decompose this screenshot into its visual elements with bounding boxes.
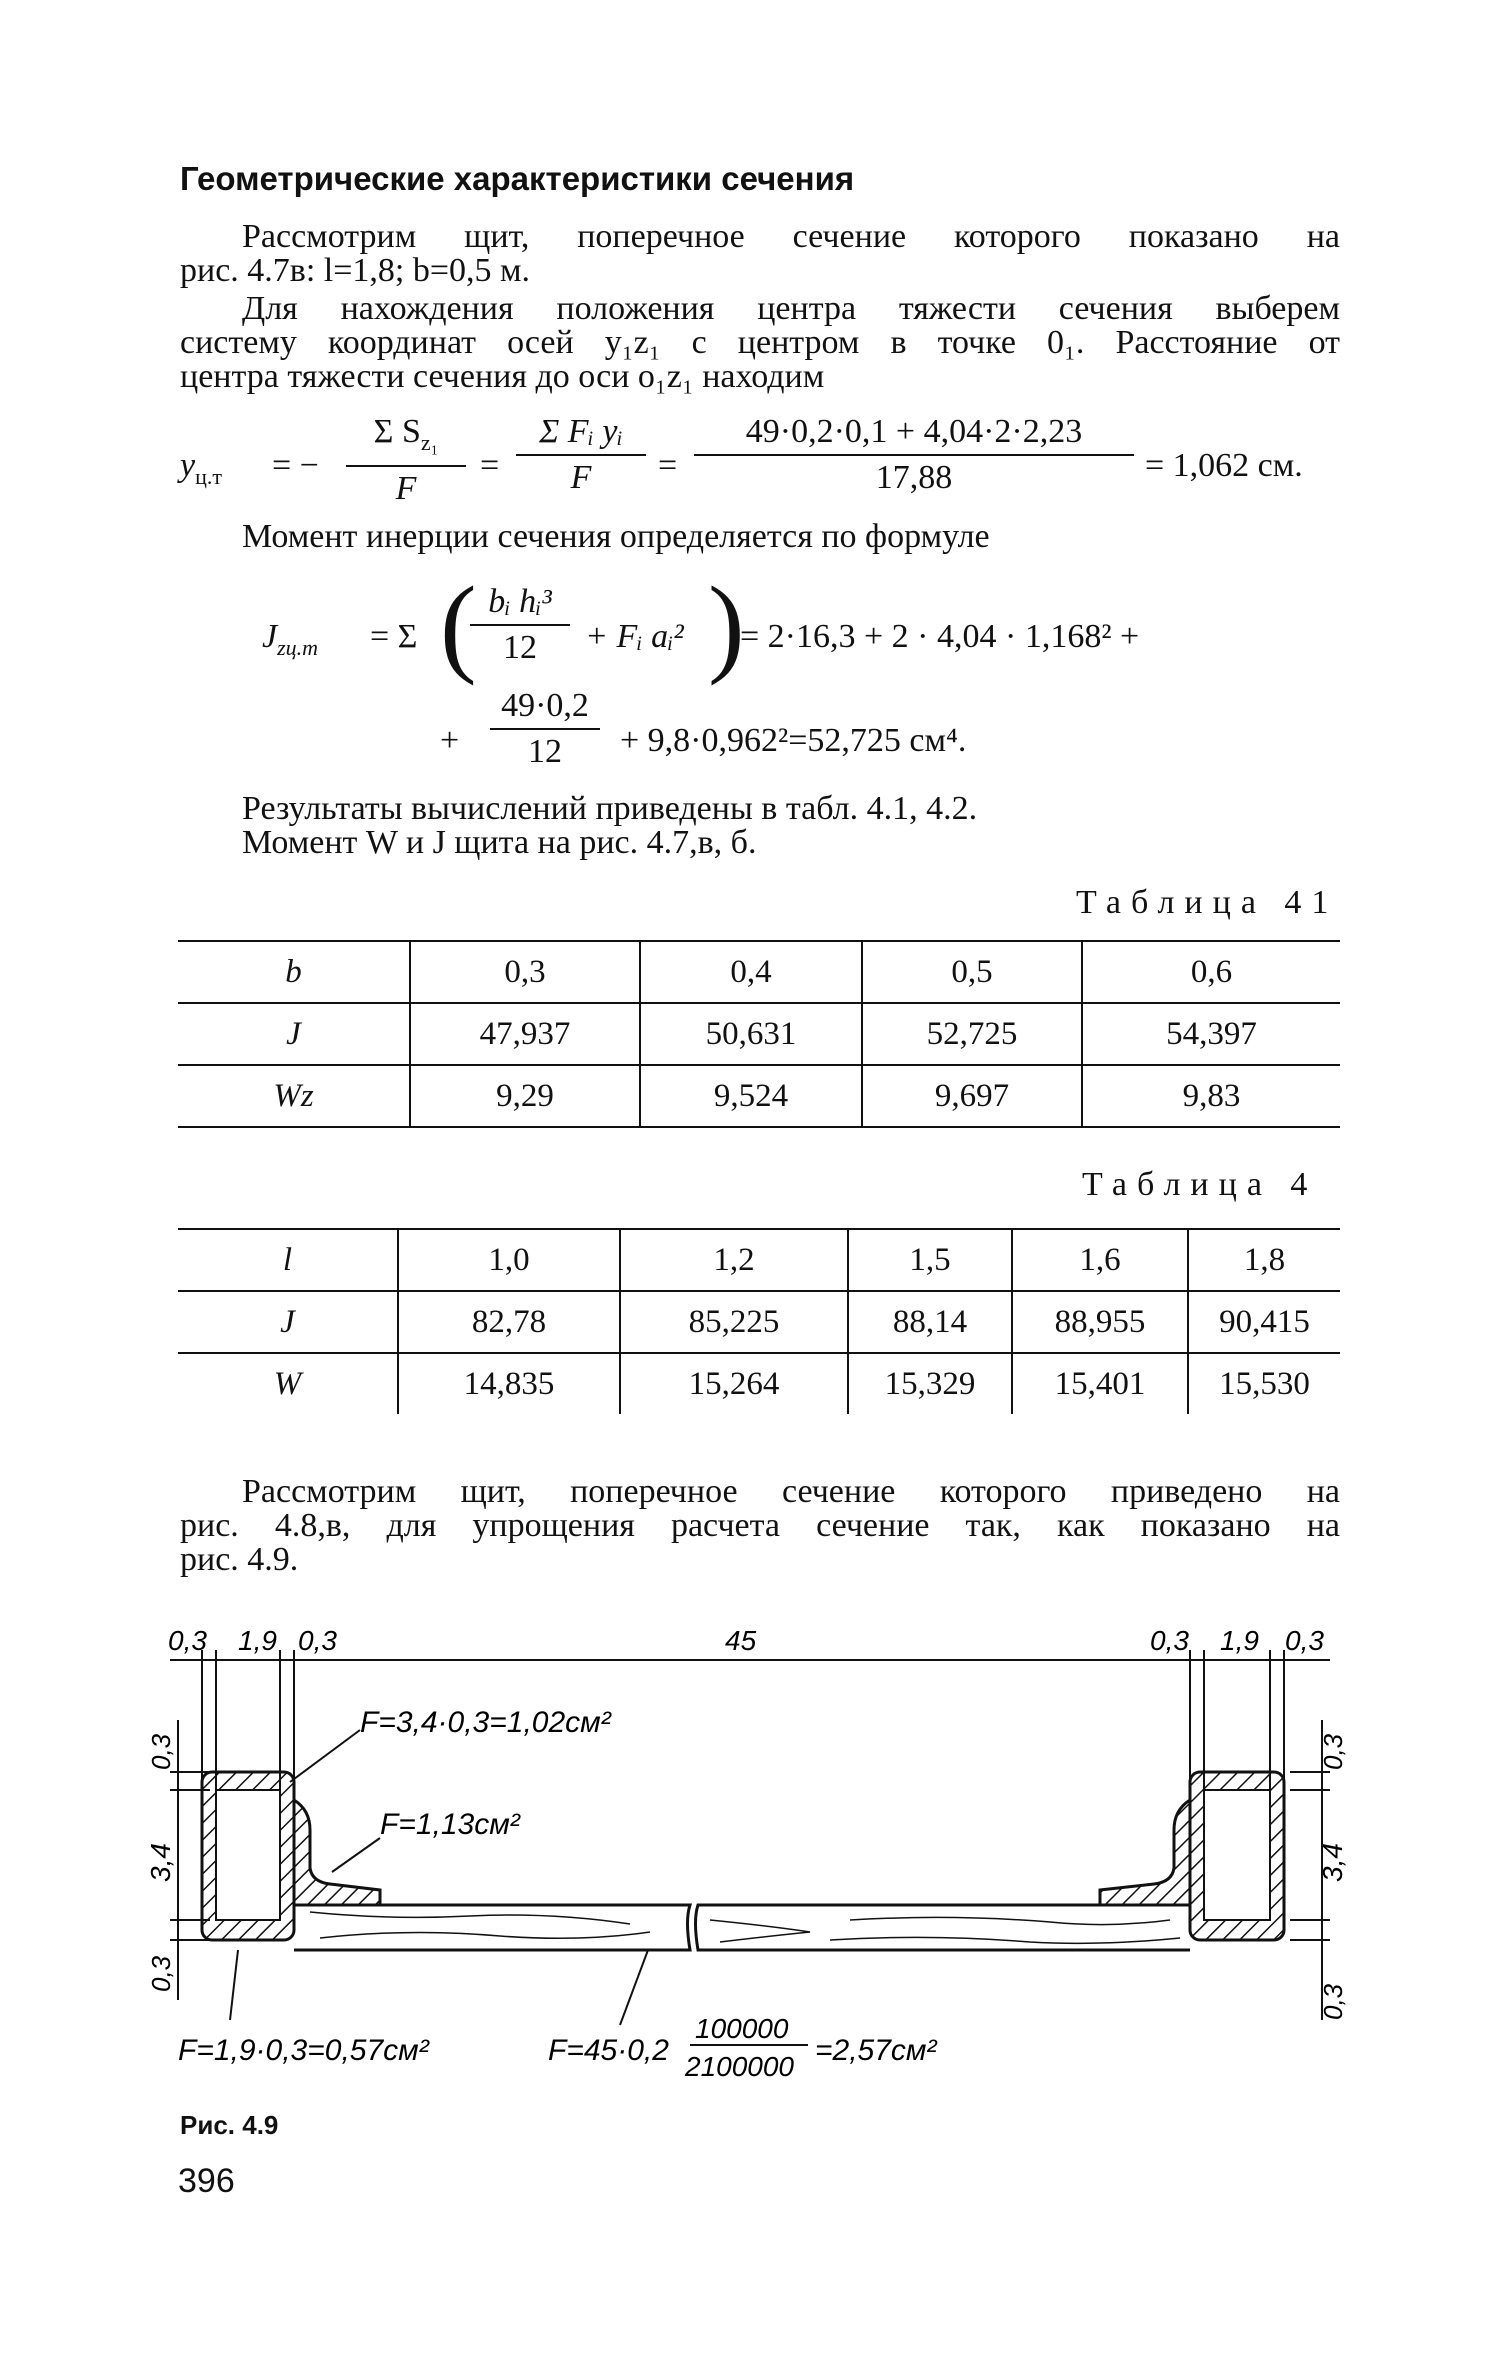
formula2-result2: + 9,8·0,962²=52,725 см⁴. (620, 722, 967, 759)
formula1-frac2-den: F (570, 459, 592, 496)
para4-line1: Результаты вычислений приведены в табл. 4.1, 4.2. (242, 790, 978, 827)
area-label-f3: F=1,9·0,3=0,57см² (178, 2034, 429, 2067)
table-cell: 82,78 (398, 1291, 620, 1353)
formula1-frac1 (346, 412, 466, 509)
dim-label: 1,9 (238, 1625, 277, 1656)
page-number: 396 (178, 2162, 235, 2200)
table1-caption: Таблица 41 (1076, 884, 1339, 921)
para5-line3: рис. 4.9. (180, 1541, 299, 1578)
table-cell: 9,83 (1082, 1065, 1340, 1127)
formula1-frac1-num-sub: z₁ (420, 430, 439, 455)
table-cell: 54,397 (1082, 1003, 1340, 1065)
formula1-frac3-num: 49·0,2·0,1 + 4,04·2·2,23 (745, 413, 1083, 450)
table-cell: 85,225 (620, 1291, 848, 1353)
para5-line1: Рассмотрим щит, поперечное сечение которого приведено на (242, 1473, 1340, 1510)
table-cell: 1,2 (620, 1229, 848, 1291)
area-label-f4-result: =2,57см² (815, 2034, 937, 2067)
formula1-lhs (180, 447, 222, 490)
area-label-f4-num: 100000 (695, 2013, 789, 2044)
para5-line2: рис. 4.8,в, для упрощения расчета сечение так, как показано на (180, 1507, 1340, 1544)
formula2-frac-num: bᵢ hᵢ³ (488, 583, 552, 620)
table-cell: 1,0 (398, 1229, 620, 1291)
table-cell: 0,4 (640, 941, 862, 1003)
table-row (178, 1291, 1340, 1353)
dim-label: 0,3 (1318, 1983, 1348, 2020)
formula2-result1: = 2·16,3 + 2 · 4,04 · 1,168² + (740, 618, 1140, 655)
formula1-result: = 1,062 см. (1145, 447, 1303, 484)
formula2-paren-right: ) (708, 564, 745, 686)
formula1-frac3-den: 17,88 (875, 459, 953, 496)
formula2-plus: + (440, 722, 460, 759)
formula2-frac2-num: 49·0,2 (501, 687, 589, 724)
table-row (178, 1065, 1340, 1127)
table2-row2-label: J (178, 1291, 398, 1353)
table1-row2-label: J (178, 1003, 410, 1065)
table2 (178, 1228, 1340, 1414)
area-label-f1: F=3,4·0,3=1,02см² (360, 1706, 611, 1739)
table-row (178, 1353, 1340, 1414)
figure-caption: Рис. 4.9 (180, 2110, 279, 2140)
table-cell: 15,329 (848, 1353, 1012, 1414)
dim-label: 3,4 (145, 1843, 176, 1882)
table2-row3-label: W (178, 1353, 398, 1414)
table-cell: 1,6 (1012, 1229, 1188, 1291)
formula1-frac3 (694, 412, 1134, 498)
formula1-lhs-symbol: y (180, 447, 196, 484)
table2-row1-label: l (178, 1229, 398, 1291)
para2-line1: Для нахождения положения центра тяжести сечения выберем (242, 290, 1340, 327)
para2-line2: систему координат осей y₁z₁ с центром в точке 0₁. Расстояние от (180, 324, 1340, 361)
table-cell: 47,937 (410, 1003, 640, 1065)
formula1-frac2 (516, 412, 646, 498)
para3: Момент инерции сечения определяется по формуле (242, 518, 990, 555)
table-cell: 52,725 (862, 1003, 1082, 1065)
dim-label: 0,3 (146, 1733, 176, 1770)
top-dimension-line (170, 1650, 1330, 1870)
table-cell: 9,524 (640, 1065, 862, 1127)
table-cell: 1,5 (848, 1229, 1012, 1291)
table-row (178, 1229, 1340, 1291)
table-cell: 15,401 (1012, 1353, 1188, 1414)
table-cell: 14,835 (398, 1353, 620, 1414)
formula1-eq2: = (480, 447, 500, 484)
table-cell: 88,955 (1012, 1291, 1188, 1353)
dim-label: 3,4 (1317, 1843, 1348, 1882)
figure-cross-section (145, 1620, 1350, 2100)
dim-label: 1,9 (1220, 1625, 1259, 1656)
formula2-plus-term: + Fᵢ aᵢ² (585, 618, 684, 655)
table-cell: 0,5 (862, 941, 1082, 1003)
para1-line2: рис. 4.7в: l=1,8; b=0,5 м. (180, 252, 531, 289)
formula2-lhs-symbol: J (262, 618, 278, 655)
table-cell: 50,631 (640, 1003, 862, 1065)
table-cell: 88,14 (848, 1291, 1012, 1353)
section-heading: Геометрические характеристики сечения (180, 160, 855, 197)
formula2-frac2 (490, 686, 600, 772)
table-row (178, 941, 1340, 1003)
formula2-lhs-sub: zц.т (277, 635, 319, 660)
para4-line2: Момент W и J щита на рис. 4.7,в, б. (242, 824, 757, 861)
para2-line3: центра тяжести сечения до оси o₁z₁ находим (180, 358, 825, 395)
dim-label: 0,3 (146, 1955, 176, 1992)
formula1-eq3: = (658, 447, 678, 484)
table-cell: 90,415 (1188, 1291, 1340, 1353)
wood-board (294, 1905, 1190, 1950)
table-cell: 0,6 (1082, 941, 1340, 1003)
formula2-frac (470, 582, 570, 668)
dim-label: 0,3 (168, 1625, 207, 1656)
para1-line1: Рассмотрим щит, поперечное сечение которого показано на (242, 218, 1340, 255)
table-cell: 1,8 (1188, 1229, 1340, 1291)
table2-caption: Таблица 4 (1082, 1166, 1318, 1203)
formula1-frac1-num: Σ S (373, 413, 421, 450)
area-label-f4-den: 2100000 (685, 2051, 795, 2082)
table-cell: 9,697 (862, 1065, 1082, 1127)
dim-label: 0,3 (1285, 1625, 1324, 1656)
formula1-eq-minus: = − (272, 447, 319, 484)
dim-label: 45 (725, 1625, 757, 1656)
table1 (178, 940, 1340, 1128)
dim-label: 0,3 (1150, 1625, 1189, 1656)
table-cell: 15,264 (620, 1353, 848, 1414)
formula2-frac-den: 12 (503, 629, 537, 666)
formula1-frac1-den: F (395, 470, 417, 507)
formula1-frac2-num: Σ Fᵢ yᵢ (539, 413, 623, 450)
dim-label: 0,3 (298, 1625, 337, 1656)
table1-row1-label: b (178, 941, 410, 1003)
area-label-f2: F=1,13см² (380, 1808, 520, 1841)
formula2-lhs (262, 618, 318, 661)
area-label-f4: F=45·0,2 (548, 2034, 669, 2067)
table-cell: 15,530 (1188, 1353, 1340, 1414)
formula2-eq-sum: = Σ (370, 618, 418, 655)
table-cell: 0,3 (410, 941, 640, 1003)
formula2-frac2-den: 12 (528, 733, 562, 770)
formula1-lhs-sub: ц.т (195, 464, 222, 489)
table-row (178, 1003, 1340, 1065)
dim-label: 0,3 (1318, 1733, 1348, 1770)
formula2-paren-left: ( (440, 564, 477, 686)
table-cell: 9,29 (410, 1065, 640, 1127)
right-box-profile (1100, 1772, 1284, 1940)
table1-row3-label: Wz (178, 1065, 410, 1127)
